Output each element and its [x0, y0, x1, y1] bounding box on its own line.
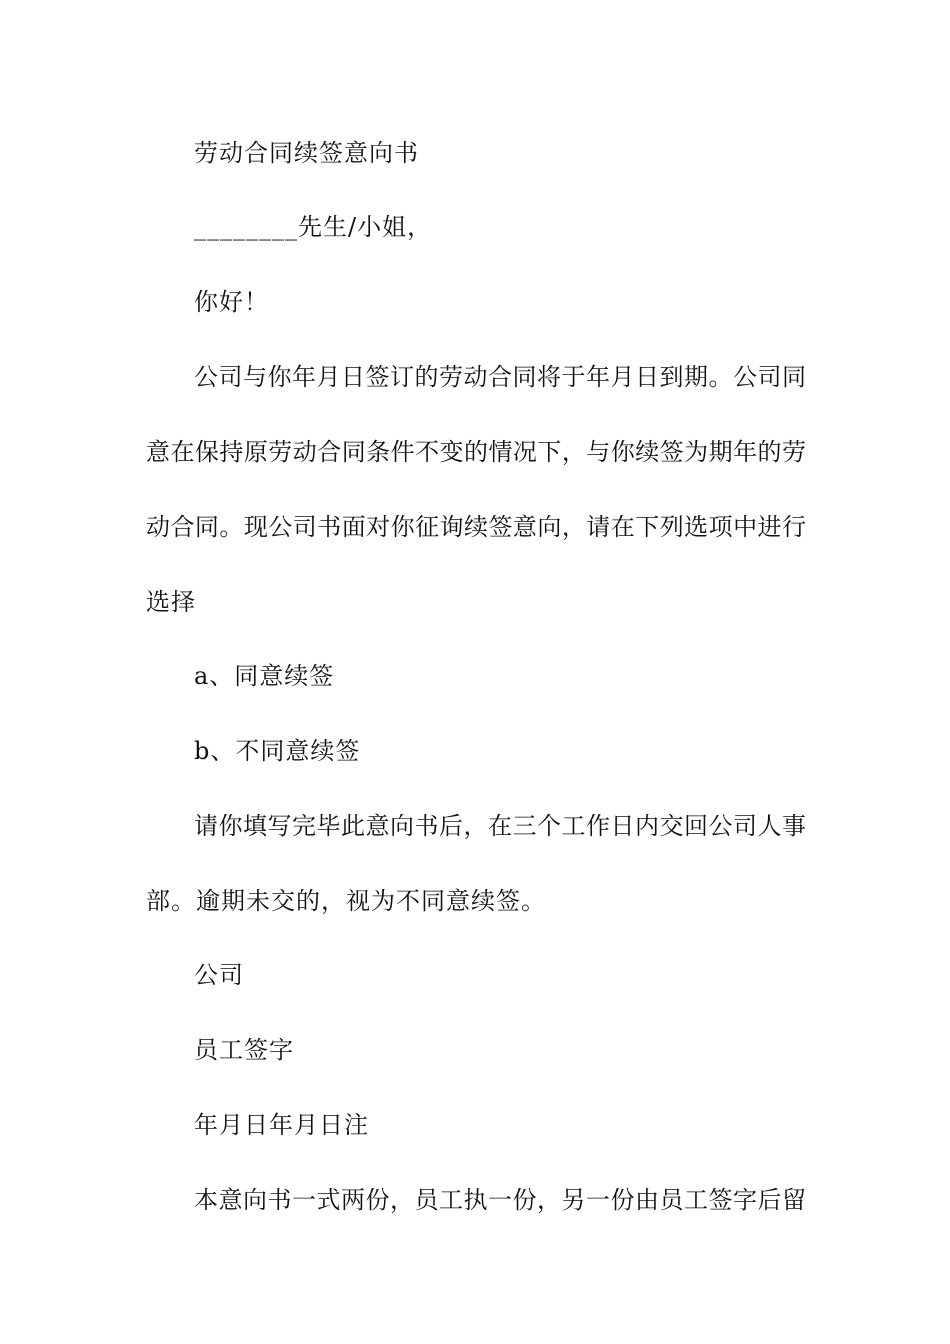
paragraph-1-line-1: 公司与你年月日签订的劳动合同将于年月日到期。公司同: [194, 363, 806, 391]
paragraph-1-line-3: 动合同。现公司书面对你征询续签意向，请在下列选项中进行: [146, 513, 806, 541]
employee-signature-label: 员工签字: [194, 1036, 294, 1064]
date-line: 年月日年月日注: [194, 1111, 369, 1139]
company-label: 公司: [194, 961, 244, 989]
greeting: 你好！: [194, 288, 269, 316]
document-title: 劳动合同续签意向书: [194, 139, 419, 167]
paragraph-1-line-4: 选择: [146, 588, 196, 616]
note-line: 本意向书一式两份，员工执一份，另一份由员工签字后留: [194, 1186, 806, 1214]
paragraph-2-line-1: 请你填写完毕此意向书后，在三个工作日内交回公司人事: [194, 812, 806, 840]
salutation: ________先生/小姐，: [194, 213, 433, 241]
paragraph-2-line-2: 部。逾期未交的，视为不同意续签。: [146, 887, 546, 915]
option-b: b、不同意续签: [194, 737, 361, 765]
option-a: a、同意续签: [194, 662, 335, 690]
paragraph-1-line-2: 意在保持原劳动合同条件不变的情况下，与你续签为期年的劳: [146, 438, 806, 466]
